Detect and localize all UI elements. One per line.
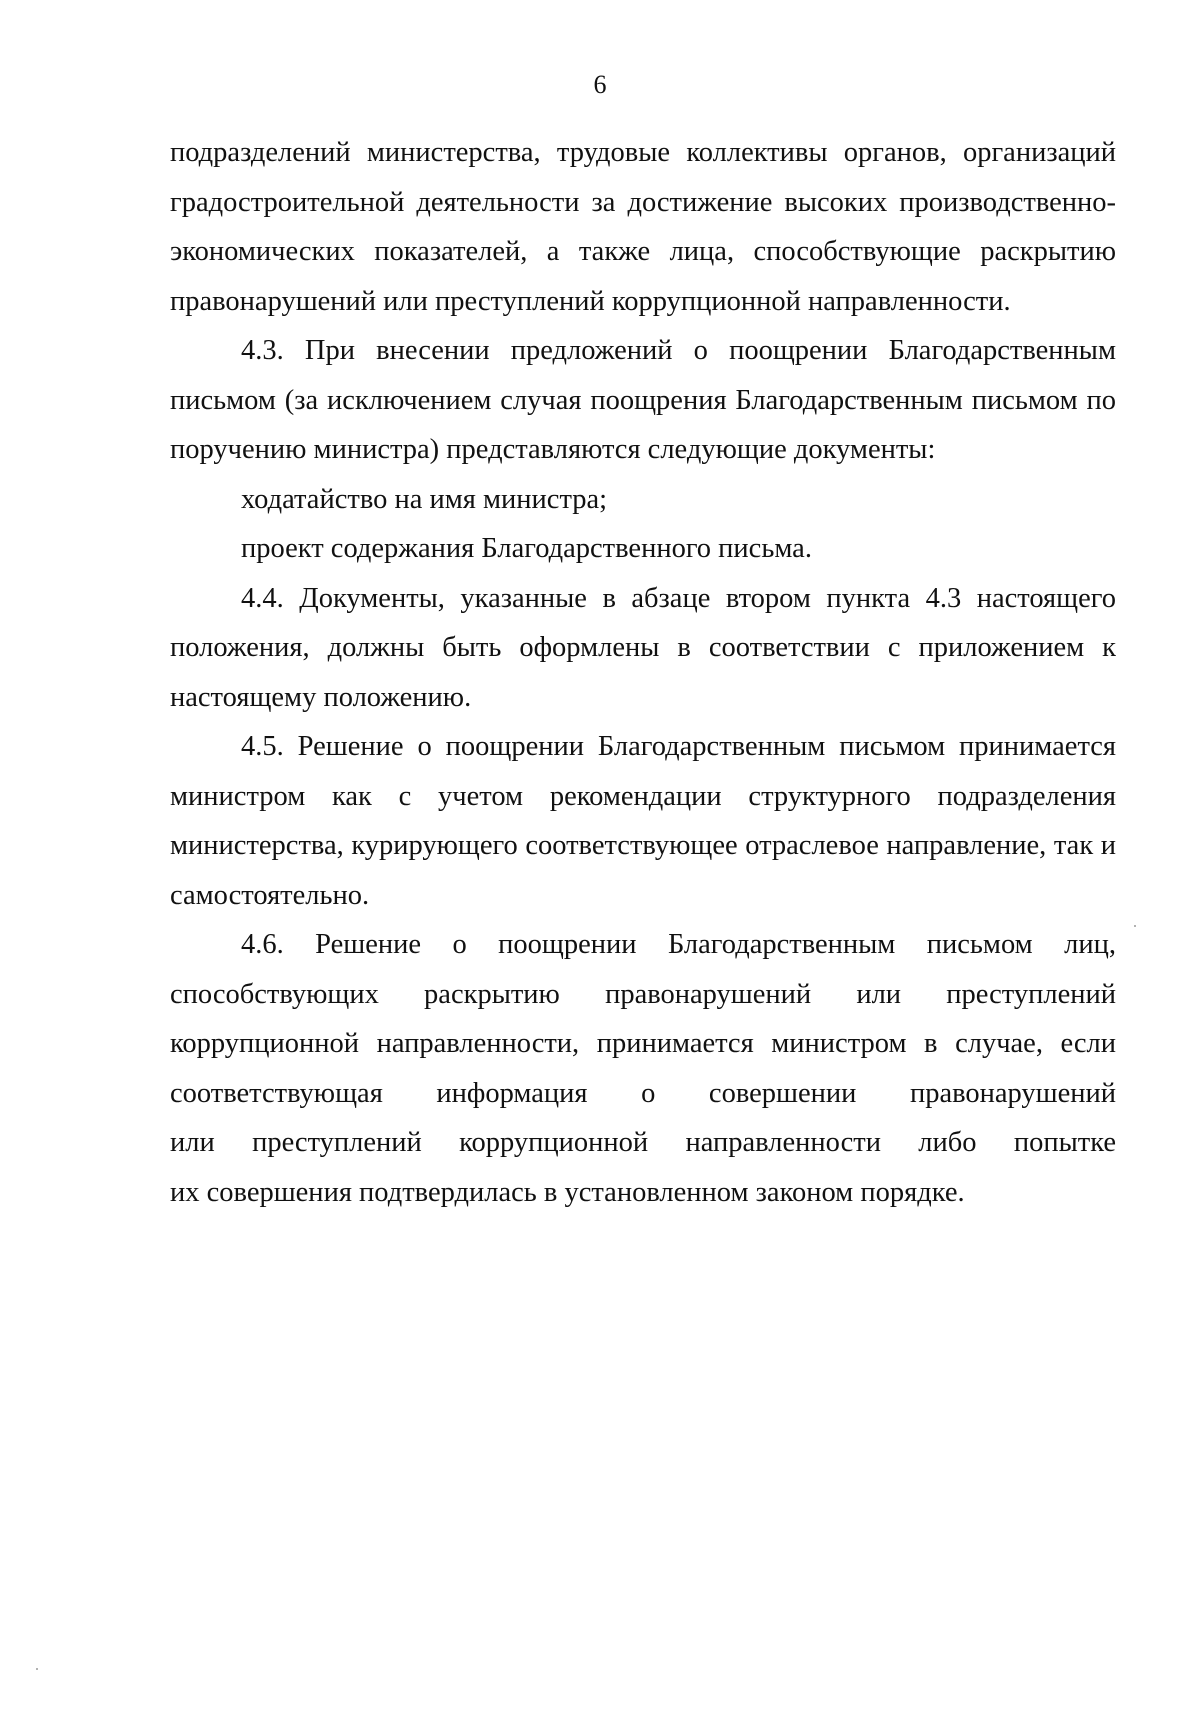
- paragraph-4-6-line: соответствующая информация о совершении правонарушений: [170, 1077, 1116, 1109]
- paragraph-4-3: 4.3. При внесении предложений о поощрении Благодарственным письмом (за исключением случая поощрения Благодарственным письмом по поручению министра) представляются следующие документы:: [170, 335, 1116, 465]
- paragraph-4-3-item-letter-draft: проект содержания Благодарственного письма.: [241, 533, 812, 564]
- paragraph-4-6-line: или преступлений коррупционной направленности либо попытке: [170, 1127, 1116, 1158]
- paragraph-4-3-item-petition: ходатайство на имя министра;: [241, 483, 608, 515]
- scan-speck: [36, 1668, 38, 1670]
- scan-speck: [1134, 925, 1136, 927]
- paragraph-4-6-line: коррупционной направленности, принимается министром в случае, если: [170, 1028, 1116, 1059]
- paragraph-4-5: 4.5. Решение о поощрении Благодарственным письмом принимается министром как с учетом рекомендации структурного подразделения министерства, курирующего соответствующее отраслевое направление, так и самостоятельно.: [170, 731, 1116, 911]
- paragraph-4-6-line: их совершения подтвердилась в установленном законом порядке.: [170, 1176, 965, 1208]
- paragraph-4-6-line: способствующих раскрытию правонарушений или преступлений: [170, 978, 1116, 1010]
- paragraph-continuation: подразделений министерства, трудовые коллективы органов, организаций градостроительной деятельности за достижение высоких производственно-экономических показателей, а также лица, способствующие раскрытию правонарушений или преступлений коррупционной направленности.: [170, 137, 1116, 317]
- paragraph-4-4: 4.4. Документы, указанные в абзаце втором пункта 4.3 настоящего положения, должны быть оформлены в соответствии с приложением к настоящему положению.: [170, 582, 1116, 713]
- document-body: [170, 128, 1116, 1217]
- paragraph-4-6: [170, 920, 1116, 1217]
- paragraph-4-6-line: 4.6. Решение о поощрении Благодарственным письмом лиц,: [241, 929, 1116, 960]
- page-number: 6: [593, 70, 607, 99]
